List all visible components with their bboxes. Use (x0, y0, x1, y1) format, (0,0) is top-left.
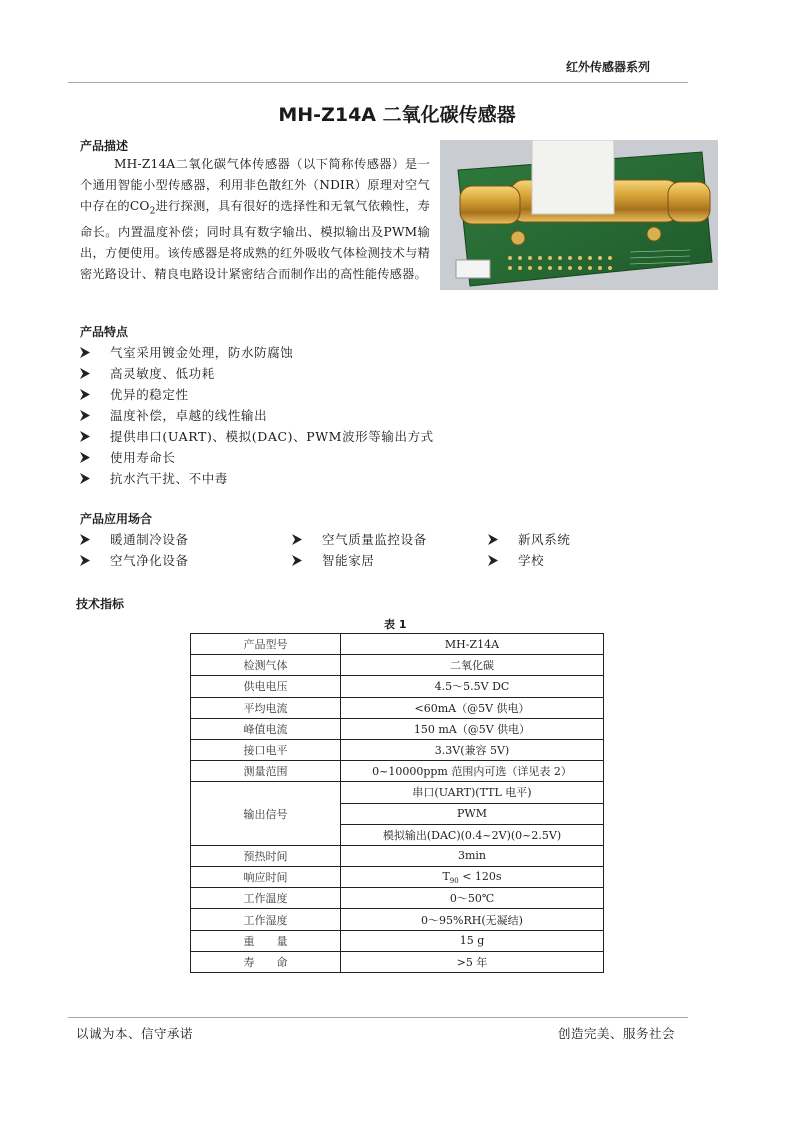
table-row (191, 655, 604, 676)
spec-value: 3min (341, 845, 604, 866)
applications-heading: 产品应用场合 (80, 512, 153, 526)
spec-key: 产品型号 (191, 634, 341, 655)
spec-value: 二氧化碳 (341, 655, 604, 676)
footer-rule (68, 1017, 688, 1018)
list-item: 气室采用镀金处理，防水防腐蚀 (80, 342, 434, 363)
spec-value: 150 mA（@5V 供电） (341, 718, 604, 739)
spec-table (190, 633, 604, 973)
spec-key: 检测气体 (191, 655, 341, 676)
table-row (191, 634, 604, 655)
list-item: 空气净化设备 (80, 550, 189, 571)
table-row (191, 676, 604, 697)
specs-heading: 技术指标 (76, 597, 125, 611)
arrow-bullet-icon (80, 347, 90, 358)
spec-value: 0~10000ppm 范围内可选（详见表 2） (341, 761, 604, 782)
description-text: MH-Z14A二氧化碳气体传感器（以下简称传感器）是一个通用智能小型传感器，利用非色散红外（NDIR）原理对空气中存在的$CO_2$进行探测，具有很好的选择性和无氧气依赖性，寿命长。内置温度补偿；同时具有数字输出、模拟输出及PWM输出，方便使用。该传感器是将成熟的红外吸收气体检测技术与精密光路设计、精良电路设计紧密结合而制作出的高性能传感器。 (80, 157, 430, 282)
header-rule (68, 82, 688, 83)
spec-value: 模拟输出(DAC)(0.4~2V)(0~2.5V) (341, 824, 604, 845)
list-item: 智能家居 (292, 550, 374, 571)
spec-value: >5 年 (341, 951, 604, 972)
arrow-bullet-icon (80, 410, 90, 421)
arrow-bullet-icon (80, 534, 90, 545)
list-item: 高灵敏度、低功耗 (80, 363, 434, 384)
table-row (191, 909, 604, 930)
table-row (191, 845, 604, 866)
table-row (191, 888, 604, 909)
arrow-bullet-icon (80, 431, 90, 442)
footer-right-motto: 创造完美、服务社会 (558, 1026, 676, 1041)
table-row (191, 930, 604, 951)
spec-value: 0～95%RH(无凝结) (341, 909, 604, 930)
arrow-bullet-icon (80, 368, 90, 379)
table-row (191, 739, 604, 760)
spec-value: PWM (341, 803, 604, 824)
spec-value: 串口(UART)(TTL 电平) (341, 782, 604, 803)
table-row (191, 718, 604, 739)
table-row (191, 697, 604, 718)
spec-value: 3.3V(兼容 5V) (341, 739, 604, 760)
list-item: 新风系统 (488, 529, 570, 550)
spec-value: 4.5～5.5V DC (341, 676, 604, 697)
spec-key: 工作湿度 (191, 909, 341, 930)
list-item: 空气质量监控设备 (292, 529, 427, 550)
spec-key: 接口电平 (191, 739, 341, 760)
arrow-bullet-icon (80, 555, 90, 566)
list-item: 暖通制冷设备 (80, 529, 189, 550)
spec-value: 0～50℃ (341, 888, 604, 909)
list-item: 温度补偿，卓越的线性输出 (80, 405, 434, 426)
description-heading: 产品描述 (80, 139, 129, 153)
table-row (191, 761, 604, 782)
list-item: 使用寿命长 (80, 447, 434, 468)
spec-key: 预热时间 (191, 845, 341, 866)
list-item: 学校 (488, 550, 544, 571)
spec-value: <60mA（@5V 供电） (341, 697, 604, 718)
arrow-bullet-icon (80, 389, 90, 400)
arrow-bullet-icon (80, 452, 90, 463)
arrow-bullet-icon (292, 555, 302, 566)
footer-left-motto: 以诚为本、信守承诺 (76, 1026, 194, 1041)
list-item: 抗水汽干扰、不中毒 (80, 468, 434, 489)
spec-key: 响应时间 (191, 867, 341, 888)
spec-value: 15 g (341, 930, 604, 951)
arrow-bullet-icon (488, 555, 498, 566)
list-item: 优异的稳定性 (80, 384, 434, 405)
features-list (80, 342, 434, 489)
spec-key: 峰值电流 (191, 718, 341, 739)
spec-key: 寿 命 (191, 951, 341, 972)
features-heading: 产品特点 (80, 325, 129, 339)
table-row (191, 951, 604, 972)
spec-key: 测量范围 (191, 761, 341, 782)
spec-value: $T_{90} < 120s$ (341, 867, 604, 888)
spec-key: 供电电压 (191, 676, 341, 697)
spec-key: 平均电流 (191, 697, 341, 718)
arrow-bullet-icon (292, 534, 302, 545)
table-caption: 表 1 (384, 618, 407, 631)
arrow-bullet-icon (80, 473, 90, 484)
table-row (191, 867, 604, 888)
spec-key: 工作温度 (191, 888, 341, 909)
arrow-bullet-icon (488, 534, 498, 545)
spec-key: 重 量 (191, 930, 341, 951)
table-row (191, 782, 604, 803)
spec-key: 输出信号 (191, 782, 341, 846)
header-series: 红外传感器系列 (566, 60, 651, 74)
sensor-photo (440, 140, 718, 290)
page-title: MH-Z14A 二氧化碳传感器 (278, 104, 516, 126)
list-item: 提供串口(UART)、模拟(DAC)、PWM波形等输出方式 (80, 426, 434, 447)
spec-value: MH-Z14A (341, 634, 604, 655)
